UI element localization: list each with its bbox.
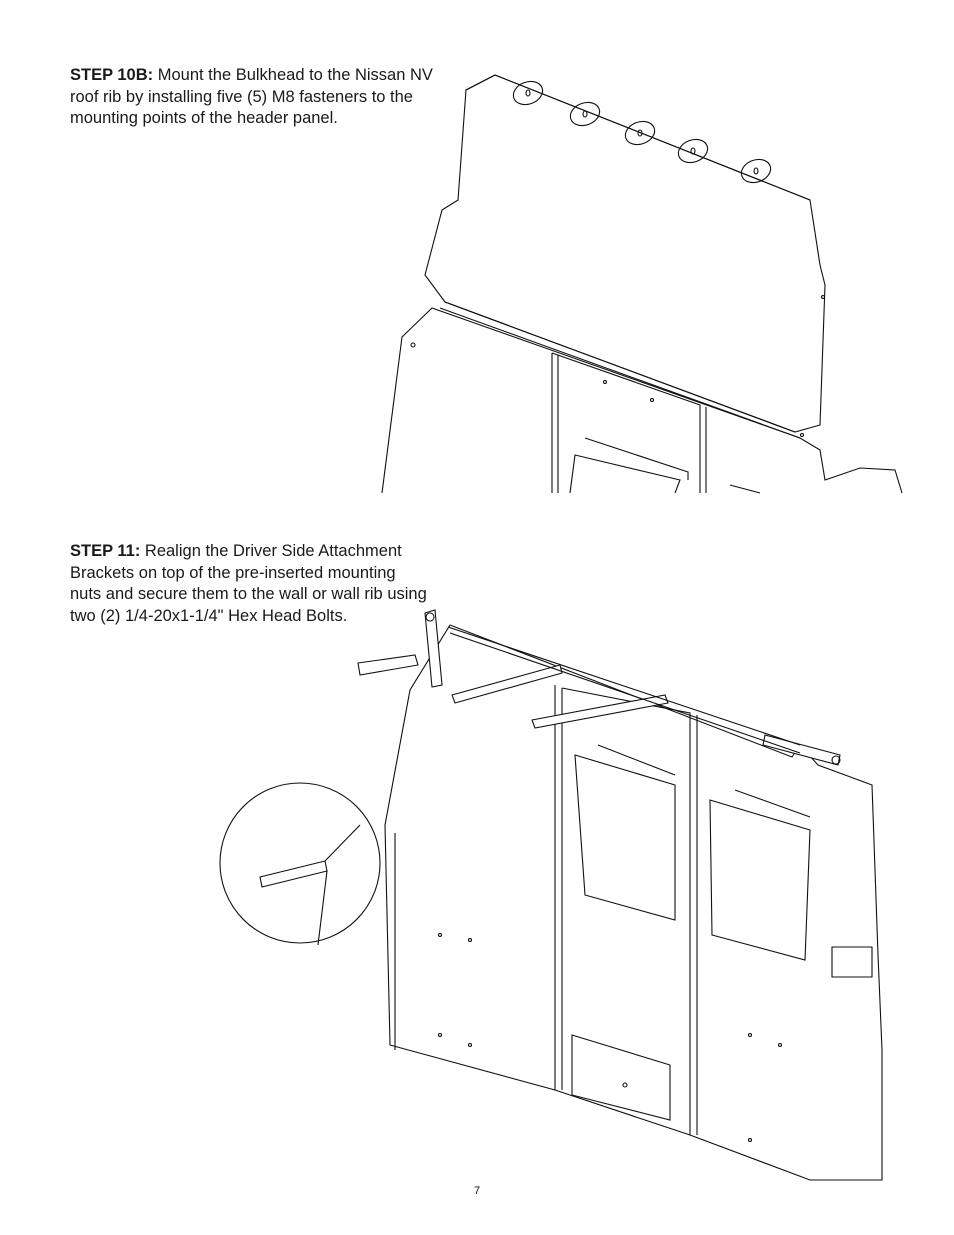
step-11-label: STEP 11: [70,542,141,560]
bulkhead-header-panel-illustration [370,60,930,495]
step-11-text: Realign the Driver Side Attachment Brackets on top of the pre-inserted mounting nuts and secure them to the wall or wall rib using two (2) 1/4-20x1-1/4" Hex Head Bolts. [70,542,427,625]
detail-callout [220,783,380,943]
page-number: 7 [473,1185,481,1197]
step-10b-label: STEP 10B: [70,66,154,84]
step-10b-text: Mount the Bulkhead to the Nissan NV roof rib by installing five (5) M8 fasteners to the mounting points of the header panel. [70,66,433,127]
attachment-brackets-illustration [200,595,920,1190]
